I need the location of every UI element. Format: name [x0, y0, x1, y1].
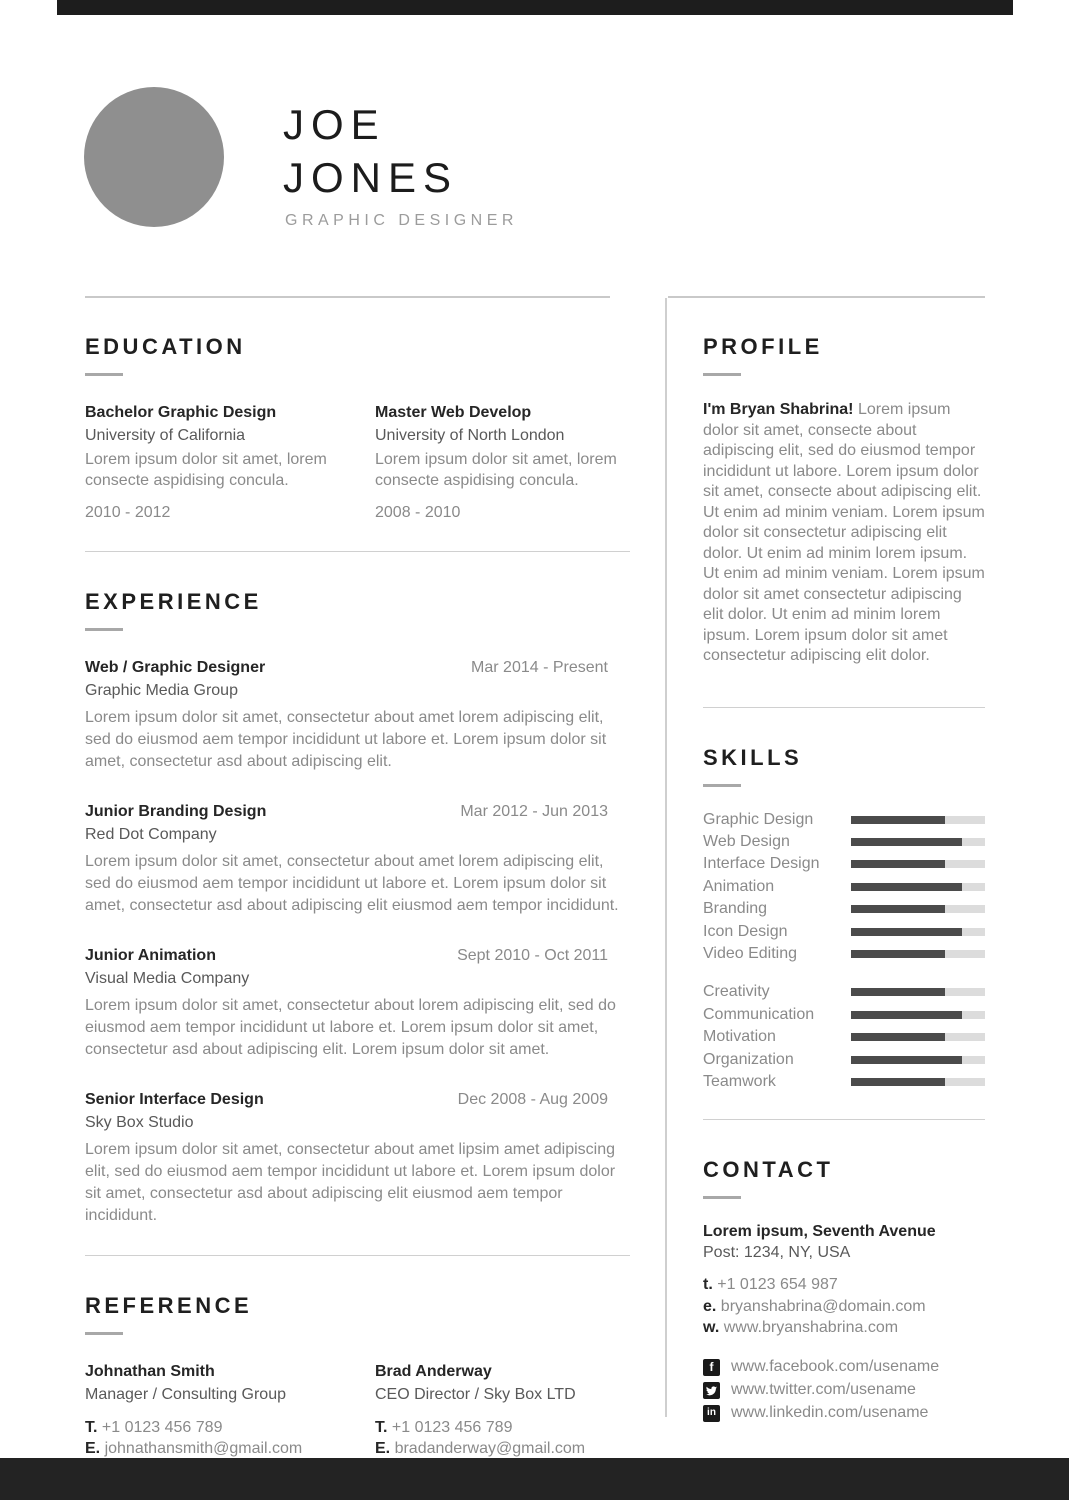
experience-heading-underline — [85, 628, 123, 631]
contact-address-line2: Post: 1234, NY, USA — [703, 1244, 851, 1262]
experience-entry — [85, 657, 630, 773]
job-title: GRAPHIC DESIGNER — [285, 212, 518, 229]
job-position: Senior Interface Design — [85, 1091, 264, 1108]
reference-entry — [85, 1361, 340, 1459]
education-entry — [85, 402, 340, 523]
reference-heading-underline — [85, 1332, 123, 1335]
profile-heading: PROFILE — [703, 334, 823, 359]
experience-entry — [85, 801, 630, 917]
right-column — [703, 296, 985, 1428]
reference-entry — [375, 1361, 630, 1459]
education-entry — [375, 402, 630, 523]
education-dates: 2008 - 2010 — [375, 504, 461, 521]
contact-phone: t. +1 0123 654 987 — [703, 1276, 838, 1294]
profile-text: I'm Bryan Shabrina! Lorem ipsum dolor sit amet, consecte about adipiscing elit, sed do eiusmod tempor incididunt ut labore. Lorem ipsum dolor sit amet, consecte about adipiscing elit. Ut enim ad minim veniam. Lorem ipsum dolor sit consectetur adipiscing elit dolor. Ut enim ad minim lorem ipsum. Ut enim ad minim veniam. Lorem ipsum dolor sit amet consectetur adipiscing elit dolor. Ut enim ad minim lorem ipsum. Lorem ipsum dolor sit amet consectetur adipiscing elit dolor. — [703, 401, 985, 664]
skills-group-soft — [703, 981, 985, 1093]
job-position: Web / Graphic Designer — [85, 659, 266, 676]
skill-row: Teamwork — [703, 1071, 985, 1093]
education-description: Lorem ipsum dolor sit amet, lorem consecte aspidising concula. — [375, 451, 617, 489]
education-grid — [85, 402, 630, 523]
first-name: JOE — [283, 101, 386, 148]
last-name: JONES — [283, 154, 459, 201]
contact-lines — [703, 1274, 985, 1339]
top-accent-bar — [57, 0, 1013, 15]
linkedin-link[interactable]: in www.linkedin.com/usename — [703, 1405, 985, 1422]
company-name: Graphic Media Group — [85, 682, 238, 699]
profile-intro: I'm Bryan Shabrina! — [703, 401, 854, 418]
contact-website[interactable]: w. www.bryanshabrina.com — [703, 1319, 899, 1337]
avatar — [84, 87, 224, 227]
linkedin-icon: in — [703, 1405, 720, 1422]
skill-row: Icon Design — [703, 920, 985, 942]
job-description: Lorem ipsum dolor sit amet, consectetur about lorem adipiscing elit, sed do eiusmod aem tempor incididunt ut labore et. Lorem ipsum dolor sit amet, consectetur asd about adipiscing elit. Lorem ipsum dolor sit amet. — [85, 997, 616, 1058]
skill-row: Motivation — [703, 1026, 985, 1048]
degree-title: Master Web Develop — [375, 404, 532, 421]
twitter-link[interactable]: www.twitter.com/usename — [703, 1382, 985, 1399]
reference-email[interactable]: E. johnathansmith@gmail.com — [85, 1440, 303, 1457]
reference-heading: REFERENCE — [85, 1293, 253, 1318]
facebook-icon: f — [703, 1359, 720, 1376]
experience-entry — [85, 1089, 630, 1227]
reference-grid — [85, 1361, 630, 1459]
school-name: University of North London — [375, 427, 565, 444]
skill-row: Web Design — [703, 831, 985, 853]
education-heading: EDUCATION — [85, 334, 246, 359]
skill-row: Video Editing — [703, 943, 985, 965]
skill-bar — [851, 988, 985, 996]
job-description: Lorem ipsum dolor sit amet, consectetur about amet lipsim amet adipiscing elit, sed do eiusmod aem tempor incididunt ut labore et. Lorem ipsum dolor sit amet, consectetur asd about adipiscing elit eiusmod aem tempor incididunt. — [85, 1141, 616, 1224]
section-divider — [703, 707, 985, 708]
skill-bar — [851, 1056, 985, 1064]
skill-row: Communication — [703, 1004, 985, 1026]
company-name: Visual Media Company — [85, 970, 250, 987]
skill-bar — [851, 950, 985, 958]
skill-bar — [851, 1033, 985, 1041]
contact-heading: CONTACT — [703, 1157, 834, 1183]
bottom-accent-bar — [0, 1458, 1069, 1500]
skill-bar — [851, 1078, 985, 1086]
reference-role: Manager / Consulting Group — [85, 1386, 286, 1403]
reference-email[interactable]: E. bradanderway@gmail.com — [375, 1440, 586, 1457]
contact-heading-underline — [703, 1196, 741, 1199]
facebook-link[interactable]: f www.facebook.com/usename — [703, 1359, 985, 1376]
skill-row: Branding — [703, 898, 985, 920]
twitter-icon — [703, 1382, 720, 1399]
section-divider — [85, 551, 630, 552]
skill-bar — [851, 816, 985, 824]
school-name: University of California — [85, 427, 246, 444]
job-position: Junior Animation — [85, 947, 216, 964]
section-divider — [703, 1119, 985, 1120]
education-heading-underline — [85, 373, 123, 376]
reference-name: Brad Anderway — [375, 1363, 492, 1380]
job-description: Lorem ipsum dolor sit amet, consectetur about amet lorem adipiscing elit, sed do eiusmod aem tempor incididunt ut labore et. Lorem ipsum dolor sit amet, consectetur asd about adipiscing elit. — [85, 709, 607, 770]
degree-title: Bachelor Graphic Design — [85, 404, 277, 421]
left-column — [85, 296, 630, 1459]
experience-heading: EXPERIENCE — [85, 589, 262, 614]
job-dates: Dec 2008 - Aug 2009 — [457, 1091, 608, 1108]
section-divider — [85, 1255, 630, 1256]
skill-row: Creativity — [703, 981, 985, 1003]
skills-heading: SKILLS — [703, 744, 803, 770]
job-position: Junior Branding Design — [85, 803, 267, 820]
skill-bar — [851, 883, 985, 891]
company-name: Sky Box Studio — [85, 1114, 194, 1131]
job-dates: Mar 2012 - Jun 2013 — [460, 803, 608, 820]
reference-phone: T. +1 0123 456 789 — [85, 1419, 223, 1436]
company-name: Red Dot Company — [85, 826, 217, 843]
reference-phone: T. +1 0123 456 789 — [375, 1419, 513, 1436]
column-divider — [665, 298, 667, 1417]
education-description: Lorem ipsum dolor sit amet, lorem consecte aspidising concula. — [85, 451, 327, 489]
skill-bar — [851, 860, 985, 868]
skill-row: Interface Design — [703, 853, 985, 875]
contact-address-line1: Lorem ipsum, Seventh Avenue — [703, 1223, 936, 1241]
profile-heading-underline — [703, 373, 741, 376]
name-block — [283, 98, 458, 204]
job-dates: Mar 2014 - Present — [471, 659, 608, 676]
reference-role: CEO Director / Sky Box LTD — [375, 1386, 576, 1403]
skill-bar — [851, 838, 985, 846]
reference-name: Johnathan Smith — [85, 1363, 215, 1380]
contact-email[interactable]: e. bryanshabrina@domain.com — [703, 1297, 926, 1315]
skills-group-design — [703, 809, 985, 966]
skill-row: Animation — [703, 876, 985, 898]
skill-row: Graphic Design — [703, 809, 985, 831]
skill-bar — [851, 905, 985, 913]
job-dates: Sept 2010 - Oct 2011 — [457, 947, 608, 964]
job-description: Lorem ipsum dolor sit amet, consectetur about amet lorem adipiscing elit, sed do eiusmod aem tempor incididunt ut labore et. Lorem ipsum dolor sit amet, consectetur asd about adipiscing elit eiusmod aem tempor incididunt. — [85, 853, 619, 914]
experience-list — [85, 657, 630, 1227]
skills-heading-underline — [703, 784, 741, 787]
education-dates: 2010 - 2012 — [85, 504, 171, 521]
social-links — [703, 1359, 985, 1422]
skill-bar — [851, 1011, 985, 1019]
experience-entry — [85, 945, 630, 1061]
skill-row: Organization — [703, 1048, 985, 1070]
skill-bar — [851, 928, 985, 936]
